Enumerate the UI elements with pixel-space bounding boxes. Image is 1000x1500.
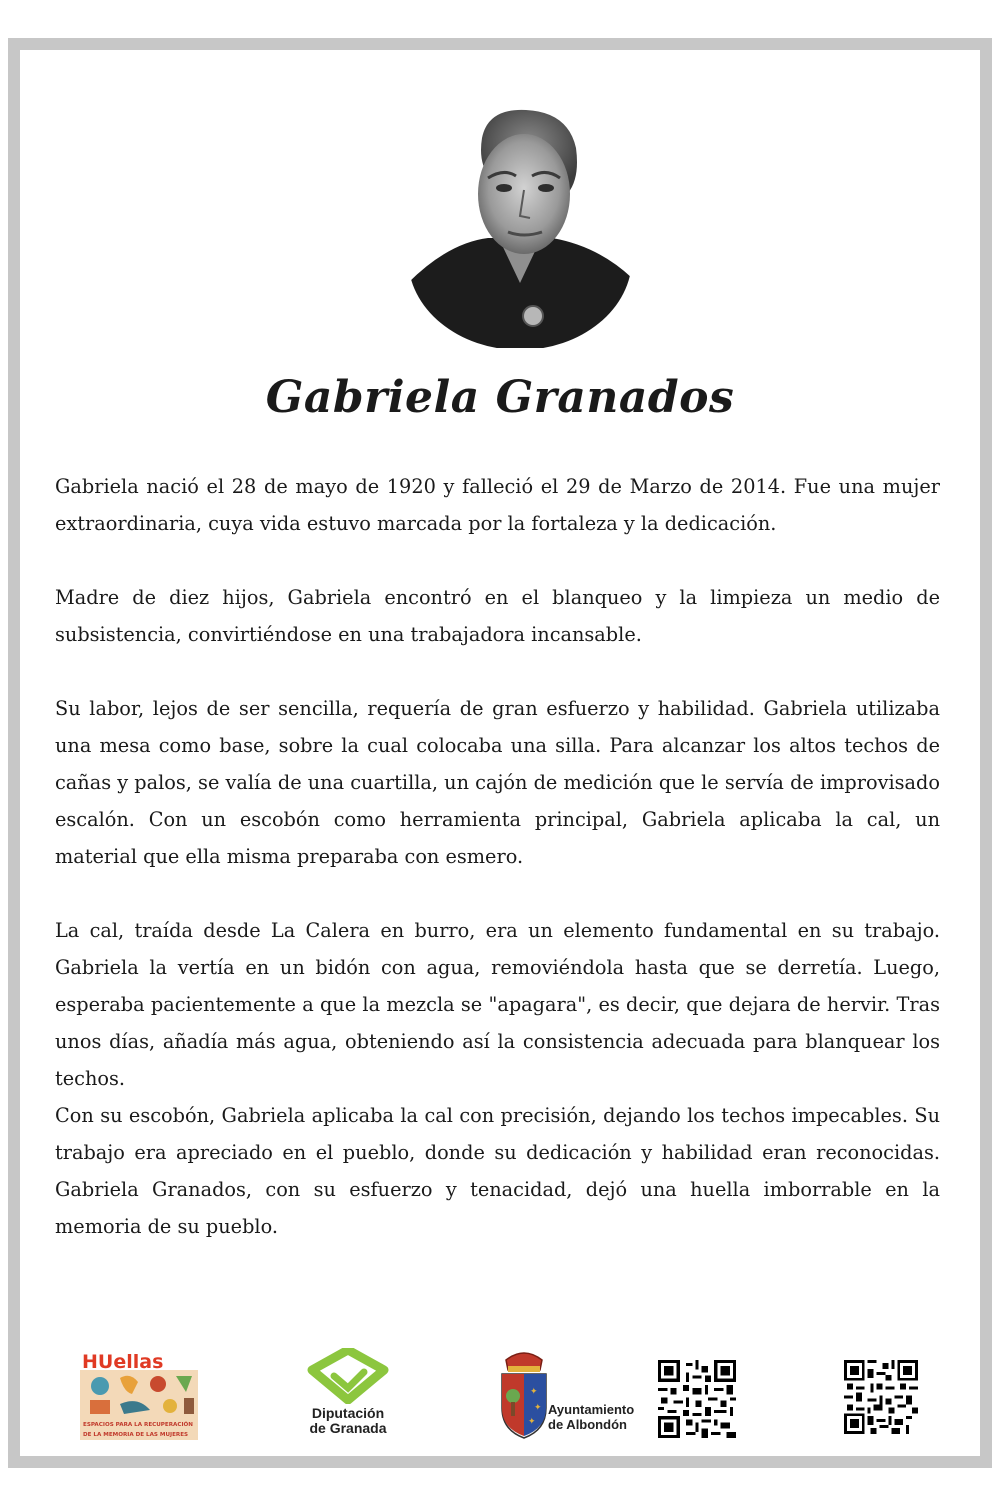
paragraph-legacy: Con su escobón, Gabriela aplicaba la cal con precisión, dejando los techos impecables. Su trabajo era apreciado en el pueblo, donde su dedicación y habilidad eran reconocidas. Gabriela Granados, con su esfuerzo y tenacidad, dejó una huella imborrable en la memoria de su pueblo. bbox=[55, 1104, 940, 1238]
ayuntamiento-label: Ayuntamiento de Albondón bbox=[548, 1402, 635, 1432]
diputacion-emblem-icon bbox=[298, 1348, 398, 1404]
biography-text bbox=[55, 468, 940, 1245]
svg-text:DE LA MEMORIA DE LAS MUJERES: DE LA MEMORIA DE LAS MUJERES bbox=[83, 1432, 189, 1438]
svg-text:✦: ✦ bbox=[528, 1417, 536, 1427]
paragraph-labor: Su labor, lejos de ser sencilla, requería de gran esfuerzo y habilidad. Gabriela utilizaba una mesa como base, sobre la cual colocaba una silla. Para alcanzar los altos techos de cañas y palos, se valía de una cuartilla, un cajón de medición que le servía de improvisado escalón. Con un escobón como herramienta principal, Gabriela aplicaba la cal, un material que ella misma preparaba con esmero. bbox=[55, 697, 940, 868]
svg-text:✦: ✦ bbox=[530, 1387, 538, 1397]
huellas-logo bbox=[80, 1348, 198, 1440]
page-title: Gabriela Granados bbox=[265, 372, 735, 423]
qr-code-2[interactable] bbox=[844, 1360, 918, 1434]
svg-text:ESPACIOS PARA LA RECUPERACIÓN: ESPACIOS PARA LA RECUPERACIÓN bbox=[83, 1422, 193, 1428]
paragraph-mother: Madre de diez hijos, Gabriela encontró en el blanqueo y la limpieza un medio de subsistencia, convirtiéndose en una trabajadora incansable. bbox=[55, 586, 940, 646]
paragraph-birth: Gabriela nació el 28 de mayo de 1920 y falleció el 29 de Marzo de 2014. Fue una mujer extraordinaria, cuya vida estuvo marcada por la fortaleza y la dedicación. bbox=[55, 475, 940, 535]
qr-code-1[interactable] bbox=[658, 1360, 736, 1438]
coat-of-arms-icon bbox=[498, 1346, 550, 1440]
diputacion-label: Diputación de Granada bbox=[309, 1405, 387, 1436]
paragraph-cal: La cal, traída desde La Calera en burro, era un elemento fundamental en su trabajo. Gabriela la vertía en un bidón con agua, removiéndola hasta que se derretía. Luego, esperaba pacientemente a que la mezcla se "apagara", es decir, que dejara de hervir. Tras unos días, añadía más agua, obteniendo así la consistencia adecuada para blanquear los techos. bbox=[55, 919, 940, 1090]
poster-panel bbox=[20, 50, 980, 1456]
ayuntamiento-logo bbox=[498, 1346, 650, 1440]
svg-text:HUellas: HUellas bbox=[82, 1351, 164, 1373]
diputacion-logo bbox=[298, 1348, 398, 1440]
footer-logos bbox=[20, 1340, 980, 1450]
portrait-photo bbox=[408, 108, 632, 348]
svg-text:✦: ✦ bbox=[534, 1403, 542, 1413]
